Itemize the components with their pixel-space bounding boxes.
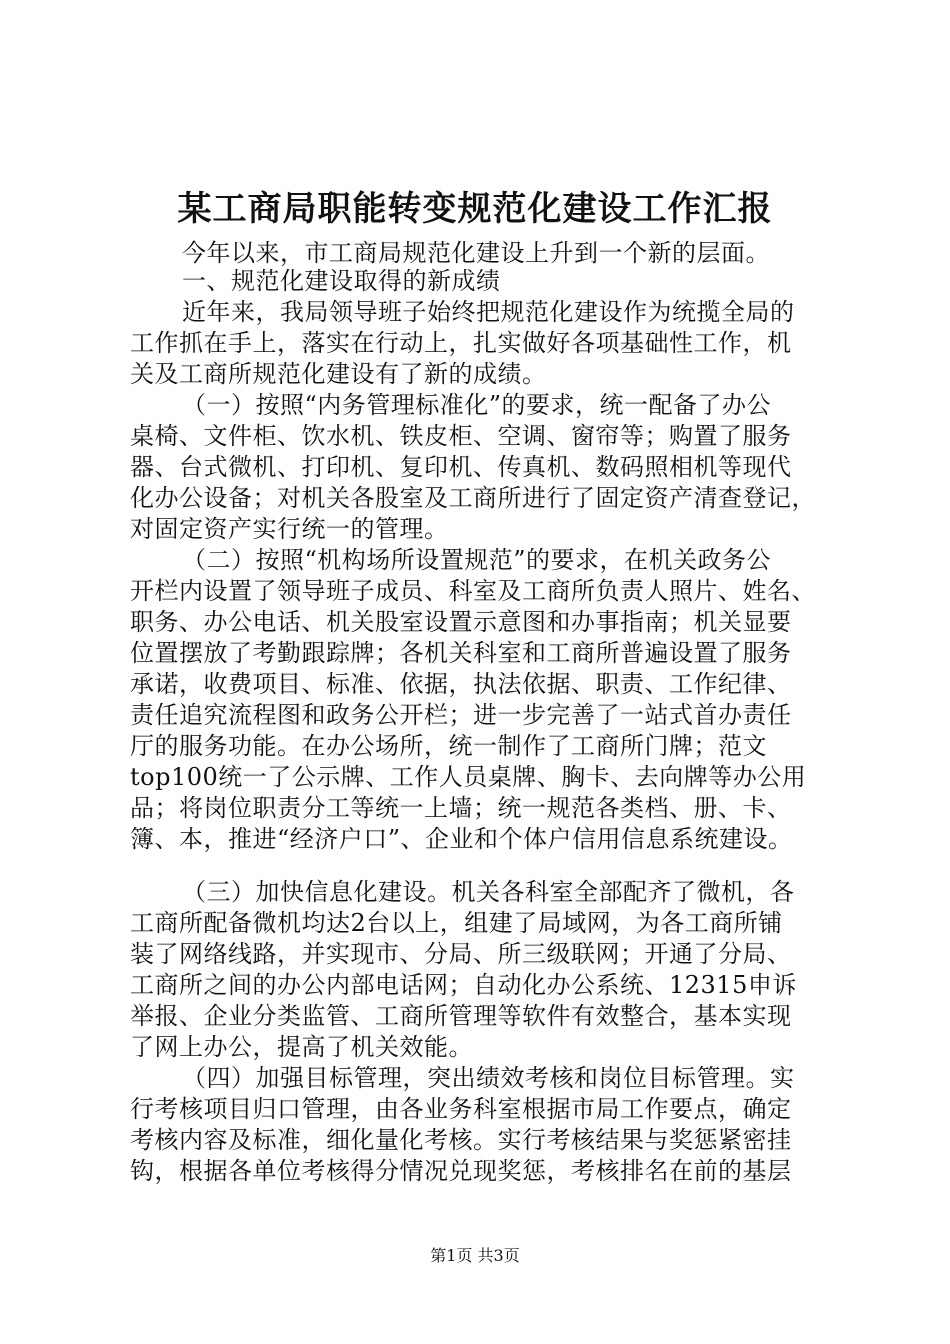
paragraph-line: top100统一了公示牌、工作人员桌牌、胸卡、去向牌等办公用 [130, 763, 807, 791]
document-title: 某工商局职能转变规范化建设工作汇报 [177, 189, 773, 229]
paragraph-line: 今年以来，市工商局规范化建设上升到一个新的层面。 [182, 239, 770, 267]
paragraph-line: 厅的服务功能。在办公场所，统一制作了工商所门牌；范文 [130, 732, 767, 760]
paragraph-line: 簿、本，推进“经济户口”、企业和个体户信用信息系统建设。 [130, 825, 793, 853]
paragraph-line: （二）按照“机构场所设置规范”的要求，在机关政务公 [182, 546, 772, 574]
paragraph-line: 工作抓在手上，落实在行动上，扎实做好各项基础性工作，机 [130, 329, 792, 357]
paragraph-line: 工商所之间的办公内部电话网；自动化办公系统、12315申诉 [130, 971, 797, 999]
paragraph-line: 器、台式微机、打印机、复印机、传真机、数码照相机等现代 [130, 453, 792, 481]
paragraph-line: 举报、企业分类监管、工商所管理等软件有效整合，基本实现 [130, 1002, 792, 1030]
paragraph-line: （四）加强目标管理，突出绩效考核和岗位目标管理。实 [182, 1064, 795, 1092]
paragraph-line: 责任追究流程图和政务公开栏；进一步完善了一站式首办责任 [130, 701, 792, 729]
paragraph-line: 职务、办公电话、机关股室设置示意图和办事指南；机关显要 [130, 608, 792, 636]
paragraph-line: 考核内容及标准，细化量化考核。实行考核结果与奖惩紧密挂 [130, 1126, 792, 1154]
paragraph-line: 近年来，我局领导班子始终把规范化建设作为统揽全局的 [182, 298, 795, 326]
paragraph-line: 关及工商所规范化建设有了新的成绩。 [130, 360, 547, 388]
paragraph-line: 位置摆放了考勤跟踪牌；各机关科室和工商所普遍设置了服务 [130, 639, 792, 667]
paragraph-line: 装了网络线路，并实现市、分局、所三级联网；开通了分局、 [130, 940, 792, 968]
paragraph-line: 行考核项目归口管理，由各业务科室根据市局工作要点，确定 [130, 1095, 792, 1123]
paragraph-line: 承诺，收费项目、标准、依据，执法依据、职责、工作纪律、 [130, 670, 792, 698]
paragraph-line: 品；将岗位职责分工等统一上墙；统一规范各类档、册、卡、 [130, 794, 792, 822]
paragraph-line: 化办公设备；对机关各股室及工商所进行了固定资产清查登记， [130, 484, 816, 512]
paragraph-line: 了网上办公，提高了机关效能。 [130, 1033, 473, 1061]
paragraph-line: 开栏内设置了领导班子成员、科室及工商所负责人照片、姓名、 [130, 577, 816, 605]
paragraph-line: 钩，根据各单位考核得分情况兑现奖惩，考核排名在前的基层 [130, 1157, 792, 1185]
paragraph-line: 对固定资产实行统一的管理。 [130, 515, 449, 543]
page-number: 第1页 共3页 [430, 1246, 520, 1265]
paragraph-line: 工商所配备微机均达2台以上，组建了局域网，为各工商所铺 [130, 909, 783, 937]
section-heading: 一、规范化建设取得的新成绩 [182, 267, 501, 295]
paragraph-line: （三）加快信息化建设。机关各科室全部配齐了微机，各 [182, 878, 795, 906]
paragraph-line: （一）按照“内务管理标准化”的要求，统一配备了办公 [182, 391, 772, 419]
paragraph-line: 桌椅、文件柜、饮水机、铁皮柜、空调、窗帘等；购置了服务 [130, 422, 792, 450]
